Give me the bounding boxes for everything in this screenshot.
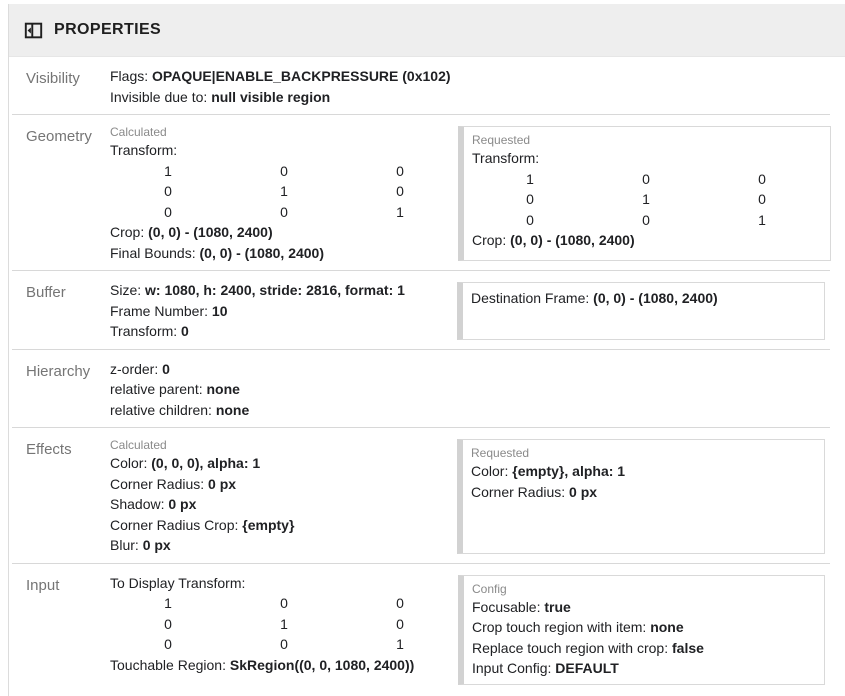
property-row <box>110 359 830 380</box>
group-tag: Calculated <box>110 438 167 452</box>
property-row <box>110 494 457 515</box>
input-left-rows <box>110 655 458 676</box>
geometry-requested-box <box>458 126 831 261</box>
property-value: none <box>215 401 250 418</box>
property-value: (0, 0) - (1080, 2400) <box>593 290 718 306</box>
group-tag: Requested <box>471 446 530 460</box>
geometry-calculated-group <box>110 124 458 263</box>
property-key: relative parent: <box>110 381 203 397</box>
matrix-cell: 0 <box>396 615 404 632</box>
group-tag: Calculated <box>110 125 167 139</box>
effects-requested-box <box>457 439 825 554</box>
matrix-cell: 0 <box>396 183 404 199</box>
property-key: Destination Frame: <box>471 290 590 306</box>
section-buffer <box>9 271 830 349</box>
matrix-cell: 0 <box>164 615 172 632</box>
matrix-row <box>110 614 458 635</box>
property-row <box>110 535 457 556</box>
matrix-row <box>110 181 458 202</box>
matrix-row <box>472 210 820 231</box>
matrix-row <box>472 169 820 190</box>
property-value: 0 <box>162 360 170 377</box>
property-row <box>110 321 457 342</box>
property-key: Input Config: <box>472 660 552 676</box>
matrix-cell: 0 <box>396 162 404 179</box>
property-value: (0, 0, 0), alpha: 1 <box>151 455 261 471</box>
property-value: none <box>650 619 684 635</box>
matrix-cell: 1 <box>396 203 404 220</box>
property-key: Touchable Region: <box>110 656 226 673</box>
section-effects <box>9 428 830 563</box>
buffer-destination-box <box>457 282 825 340</box>
matrix-cell: 1 <box>280 183 288 199</box>
section-input <box>9 564 830 694</box>
property-key: Crop: <box>110 224 145 240</box>
group-tag: Config <box>472 581 507 596</box>
property-value: 0 px <box>569 483 598 500</box>
collapse-panel-button[interactable] <box>19 16 47 44</box>
buffer-properties <box>110 280 457 342</box>
property-value: null visible region <box>211 88 331 105</box>
matrix-cell: 0 <box>164 183 172 199</box>
property-row <box>472 638 814 659</box>
property-key: Corner Radius Crop: <box>110 516 239 533</box>
matrix-cell: 0 <box>758 170 766 187</box>
input-config-box <box>458 575 825 685</box>
group-tag: Requested <box>472 133 531 147</box>
property-key: Replace touch region with crop: <box>472 639 669 656</box>
property-row <box>471 482 814 503</box>
property-value: {empty}, alpha: 1 <box>512 463 626 479</box>
property-value: (0, 0) - (1080, 2400) <box>510 232 635 248</box>
property-key: Crop: <box>472 232 507 248</box>
matrix-cell: 1 <box>526 170 534 187</box>
transform-matrix <box>472 169 820 231</box>
matrix-cell: 0 <box>280 203 288 220</box>
property-key: Invisible due to: <box>110 88 208 105</box>
property-value: 0 px <box>168 496 197 512</box>
property-row <box>110 515 457 536</box>
property-row <box>110 379 830 400</box>
matrix-cell: 0 <box>642 170 650 187</box>
property-value: 10 <box>211 302 228 319</box>
transform-matrix <box>110 593 458 655</box>
panel-title: PROPERTIES <box>54 21 162 38</box>
property-value: (0, 0) - (1080, 2400) <box>199 244 325 261</box>
input-transform-group <box>110 573 458 687</box>
property-key: Frame Number: <box>110 302 209 319</box>
transform-label: Transform: <box>472 150 540 166</box>
matrix-cell: 0 <box>758 191 766 207</box>
matrix-row <box>110 202 458 223</box>
matrix-cell: 0 <box>526 211 534 228</box>
property-row <box>472 597 814 618</box>
property-key: Transform: <box>110 323 178 339</box>
section-label-geometry: Geometry <box>26 128 92 145</box>
property-row <box>110 474 457 495</box>
matrix-cell: 0 <box>642 211 650 228</box>
property-key: Corner Radius: <box>471 483 566 500</box>
input-config-rows <box>472 597 814 679</box>
properties-header <box>9 4 845 57</box>
property-key: Flags: <box>110 68 149 84</box>
property-value: DEFAULT <box>555 660 619 676</box>
matrix-cell: 0 <box>280 636 288 652</box>
property-value: 0 px <box>142 537 171 553</box>
matrix-cell: 1 <box>280 615 288 632</box>
effects-calculated-rows <box>110 453 457 556</box>
matrix-cell: 0 <box>164 203 172 220</box>
effects-requested-rows <box>471 461 814 502</box>
geometry-calculated-rows <box>110 222 458 263</box>
property-row <box>110 243 458 264</box>
property-row <box>110 222 458 243</box>
property-key: Blur: <box>110 537 139 553</box>
matrix-row <box>110 593 458 614</box>
property-key: Corner Radius: <box>110 475 205 492</box>
section-label-input: Input <box>26 576 60 594</box>
property-row <box>471 288 814 309</box>
hierarchy-properties <box>110 359 830 421</box>
section-visibility <box>9 57 830 114</box>
transform-label: Transform: <box>110 142 178 158</box>
properties-content <box>9 57 845 694</box>
property-value: {empty} <box>242 516 295 533</box>
property-key: Focusable: <box>472 598 541 615</box>
matrix-cell: 0 <box>280 162 288 179</box>
property-value: false <box>672 639 704 656</box>
property-key: Size: <box>110 282 142 298</box>
property-row <box>110 66 830 87</box>
property-key: z-order: <box>110 360 159 377</box>
collapse-panel-icon <box>23 20 44 41</box>
matrix-cell: 0 <box>396 595 404 611</box>
property-value: 0 px <box>208 475 237 492</box>
matrix-cell: 0 <box>280 595 288 611</box>
matrix-cell: 1 <box>164 595 172 611</box>
property-value: (0, 0) - (1080, 2400) <box>148 224 273 240</box>
visibility-properties <box>110 66 830 107</box>
property-value: 0 <box>181 323 189 339</box>
section-geometry <box>9 115 830 270</box>
section-label-hierarchy: Hierarchy <box>26 362 91 380</box>
property-value: none <box>206 381 240 397</box>
property-row <box>472 617 814 638</box>
transform-matrix <box>110 161 458 223</box>
section-label-buffer: Buffer <box>26 284 66 301</box>
property-key: Final Bounds: <box>110 244 196 261</box>
property-value: w: 1080, h: 2400, stride: 2816, format: 1 <box>145 282 405 298</box>
property-value: SkRegion((0, 0, 1080, 2400)) <box>229 656 415 673</box>
matrix-cell: 1 <box>758 211 766 228</box>
section-label-effects: Effects <box>26 441 72 458</box>
matrix-cell: 1 <box>164 162 172 179</box>
property-row <box>472 230 820 251</box>
to-display-transform-label: To Display Transform: <box>110 574 246 591</box>
property-row <box>110 655 458 676</box>
property-key: Crop touch region with item: <box>472 619 647 635</box>
property-key: Shadow: <box>110 496 165 512</box>
matrix-cell: 1 <box>396 636 404 652</box>
property-row <box>472 658 814 679</box>
property-row <box>110 280 457 301</box>
matrix-cell: 1 <box>642 191 650 207</box>
property-row <box>110 400 830 421</box>
property-row <box>110 87 830 108</box>
section-label-visibility: Visibility <box>26 70 80 87</box>
property-key: Color: <box>471 463 509 479</box>
matrix-cell: 0 <box>164 636 172 652</box>
section-hierarchy <box>9 350 830 428</box>
property-key: relative children: <box>110 401 212 418</box>
property-value: true <box>544 598 571 615</box>
property-key: Color: <box>110 455 148 471</box>
properties-panel <box>8 4 845 696</box>
geometry-requested-rows <box>472 230 820 251</box>
matrix-row <box>110 161 458 182</box>
matrix-cell: 0 <box>526 191 534 207</box>
property-row <box>110 453 457 474</box>
property-row <box>471 461 814 482</box>
matrix-row <box>110 634 458 655</box>
effects-calculated-group <box>110 437 457 556</box>
property-value: OPAQUE|ENABLE_BACKPRESSURE (0x102) <box>152 68 451 84</box>
property-row <box>110 301 457 322</box>
matrix-row <box>472 189 820 210</box>
